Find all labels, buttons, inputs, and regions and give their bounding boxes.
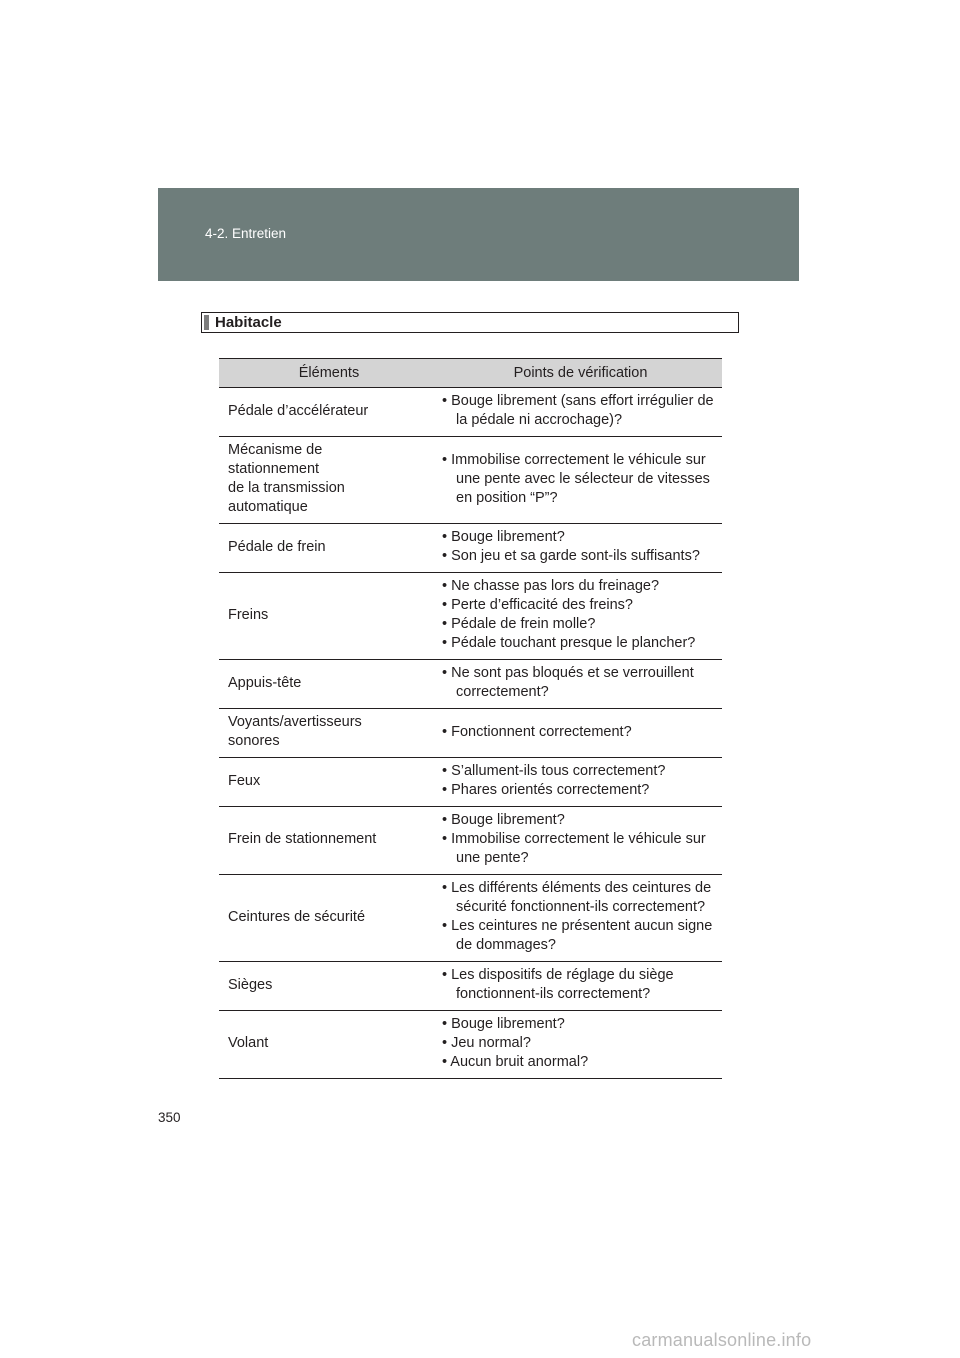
checks-cell — [439, 875, 722, 962]
check-point: • Immobilise correctement le véhicule sur une pente avec le sélecteur de vitesses en position “P”? — [442, 451, 710, 506]
check-point: • Bouge librement? — [442, 1016, 565, 1032]
checks-cell — [439, 962, 722, 1011]
page-number: 350 — [158, 1110, 181, 1125]
check-point: • Bouge librement (sans effort irrégulier de la pédale ni accrochage)? — [442, 393, 714, 428]
item-label: Frein de stationnement — [228, 831, 377, 847]
check-point: • Aucun bruit anormal? — [442, 1054, 589, 1070]
inspection-table — [219, 358, 722, 1079]
check-point: • Perte d’efficacité des freins? — [442, 597, 633, 613]
item-label: Ceintures de sécurité — [228, 908, 366, 925]
item-cell — [219, 758, 439, 807]
item-label: Pédale de frein — [228, 538, 326, 555]
item-label: de la transmission — [228, 480, 345, 496]
table-row — [219, 709, 722, 758]
item-label: Freins — [228, 606, 269, 623]
check-point: • Pédale de frein molle? — [442, 616, 596, 632]
section-heading — [201, 312, 739, 333]
table-row — [219, 807, 722, 875]
check-point: • Les différents éléments des ceintures de sécurité fonctionnent-ils correctement? — [442, 880, 712, 915]
checks-cell — [439, 388, 722, 437]
check-point: • Immobilise correctement le véhicule sur une pente? — [442, 831, 706, 866]
table-row — [219, 524, 722, 573]
check-point: • Son jeu et sa garde sont-ils suffisants? — [442, 548, 700, 564]
item-label: Pédale d’accélérateur — [228, 402, 369, 419]
section-label: 4-2. Entretien — [205, 226, 287, 241]
item-label: Feux — [228, 772, 261, 789]
checks-cell — [439, 660, 722, 709]
item-cell — [219, 573, 439, 660]
item-cell — [219, 962, 439, 1011]
check-point: • Ne sont pas bloqués et se verrouillent correctement? — [442, 665, 694, 700]
item-label: stationnement — [228, 461, 320, 477]
table-header-row — [219, 359, 722, 388]
check-point: • Ne chasse pas lors du freinage? — [442, 578, 660, 594]
checks-cell — [439, 807, 722, 875]
table-row — [219, 962, 722, 1011]
check-point: • Jeu normal? — [442, 1035, 531, 1051]
item-label: sonores — [228, 733, 280, 749]
item-cell — [219, 709, 439, 758]
checks-cell — [439, 573, 722, 660]
check-point: • Pédale touchant presque le plancher? — [442, 635, 696, 651]
checks-cell — [439, 709, 722, 758]
watermark: carmanualsonline.info — [632, 1330, 812, 1350]
item-cell — [219, 1011, 439, 1079]
item-cell — [219, 437, 439, 524]
table-row — [219, 758, 722, 807]
table-row — [219, 1011, 722, 1079]
item-cell — [219, 388, 439, 437]
checks-cell — [439, 758, 722, 807]
item-label: Sièges — [228, 976, 273, 993]
table-row — [219, 437, 722, 524]
item-cell — [219, 807, 439, 875]
table-row — [219, 388, 722, 437]
item-label: automatique — [228, 499, 308, 515]
check-point: • Phares orientés correctement? — [442, 782, 650, 798]
heading-accent-bar — [204, 315, 209, 330]
section-heading-text: Habitacle — [215, 314, 282, 331]
check-point: • S’allument-ils tous correctement? — [442, 763, 666, 779]
check-point: • Fonctionnent correctement? — [442, 723, 632, 740]
item-cell — [219, 660, 439, 709]
table-body — [219, 388, 722, 1079]
column-header-items: Éléments — [219, 359, 439, 388]
check-point: • Bouge librement? — [442, 529, 565, 545]
check-point: • Bouge librement? — [442, 812, 565, 828]
table-row — [219, 573, 722, 660]
item-label: Mécanisme de — [228, 442, 323, 458]
item-label: Volant — [228, 1035, 269, 1051]
checks-cell — [439, 437, 722, 524]
column-header-checks: Points de vérification — [439, 359, 722, 388]
item-label: Appuis-tête — [228, 674, 302, 691]
checks-cell — [439, 1011, 722, 1079]
table-row — [219, 875, 722, 962]
table-row — [219, 660, 722, 709]
check-point: • Les dispositifs de réglage du siège fonctionnent-ils correctement? — [442, 967, 674, 1002]
item-label: Voyants/avertisseurs — [228, 714, 362, 730]
item-cell — [219, 875, 439, 962]
item-cell — [219, 524, 439, 573]
check-point: • Les ceintures ne présentent aucun signe de dommages? — [442, 918, 713, 953]
checks-cell — [439, 524, 722, 573]
